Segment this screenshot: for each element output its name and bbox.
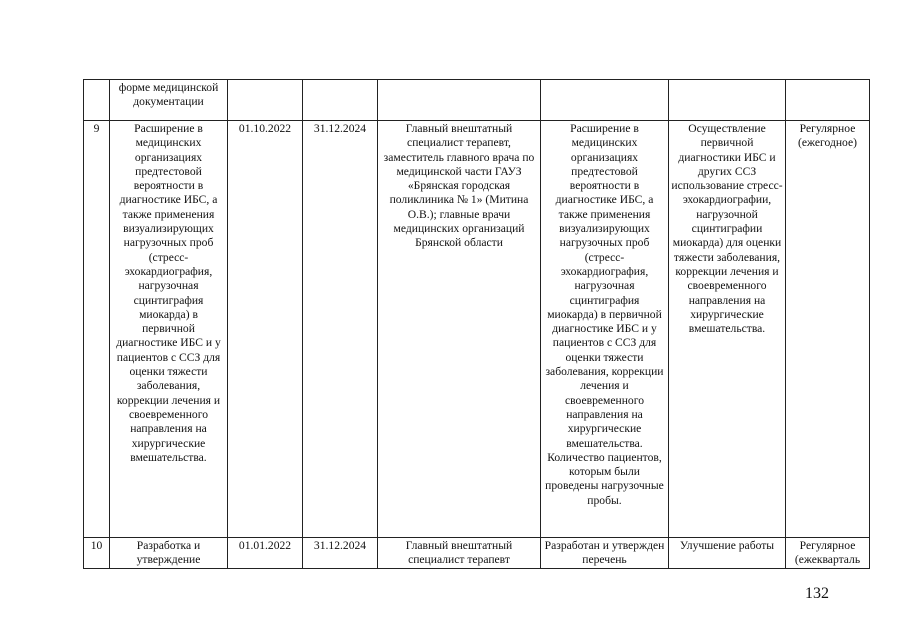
table-row-9 [84, 121, 870, 538]
cell-task: Расширение в медицинских организациях предтестовой вероятности в диагностике ИБС, а также применения визуализирующих нагрузочных проб (стресс-эхокардиография, нагрузочная сцинтиграфия миокарда) в первичной диагностике ИБС и у пациентов с ССЗ для оценки тяжести заболевания, коррекции лечения и своевременного направления на хирургические вмешательства. [110, 121, 228, 538]
cell-task: Разработка и утверждение [110, 538, 228, 569]
page-number: 132 [805, 585, 829, 602]
cell-indicator: Улучшение работы [669, 538, 786, 569]
cell-result: Разработан и утвержден перечень [541, 538, 669, 569]
cell-result [541, 80, 669, 121]
cell-frequency: Регулярное (ежекварталь [786, 538, 870, 569]
cell-result: Расширение в медицинских организациях предтестовой вероятности в диагностике ИБС, а также применения визуализирующих нагрузочных проб (стресс-эхокардиография, нагрузочная сцинтиграфия миокарда) в первичной диагностике ИБС и у пациентов с ССЗ для оценки тяжести заболевания, коррекции лечения и своевременного направления на хирургические вмешательства. Количество пациентов, которым были проведены нагрузочные пробы. [541, 121, 669, 538]
cell-start-date: 01.01.2022 [228, 538, 303, 569]
cell-frequency: Регулярное (ежегодное) [786, 121, 870, 538]
cell-num [84, 80, 110, 121]
cell-responsible: Главный внештатный специалист терапевт, заместитель главного врача по медицинской части ГАУЗ «Брянская городская поликлиника № 1» (Митина О.В.); главные врачи медицинских организаций Брянской области [378, 121, 541, 538]
cell-task: форме медицинской документации [110, 80, 228, 121]
cell-end-date: 31.12.2024 [303, 121, 378, 538]
plan-table [83, 79, 870, 569]
cell-end [303, 80, 378, 121]
table-row-10 [84, 538, 870, 569]
cell-indicator: Осуществление первичной диагностики ИБС и других ССЗ использование стресс-эхокардиографии, нагрузочной сцинтиграфии миокарда) для оценки тяжести заболевания, коррекции лечения и своевременного направления на хирургические вмешательства. [669, 121, 786, 538]
cell-start-date: 01.10.2022 [228, 121, 303, 538]
cell-responsible [378, 80, 541, 121]
cell-start [228, 80, 303, 121]
cell-responsible: Главный внештатный специалист терапевт [378, 538, 541, 569]
cell-frequency [786, 80, 870, 121]
table-row-continued [84, 80, 870, 121]
cell-num: 10 [84, 538, 110, 569]
cell-end-date: 31.12.2024 [303, 538, 378, 569]
cell-indicator [669, 80, 786, 121]
cell-num: 9 [84, 121, 110, 538]
